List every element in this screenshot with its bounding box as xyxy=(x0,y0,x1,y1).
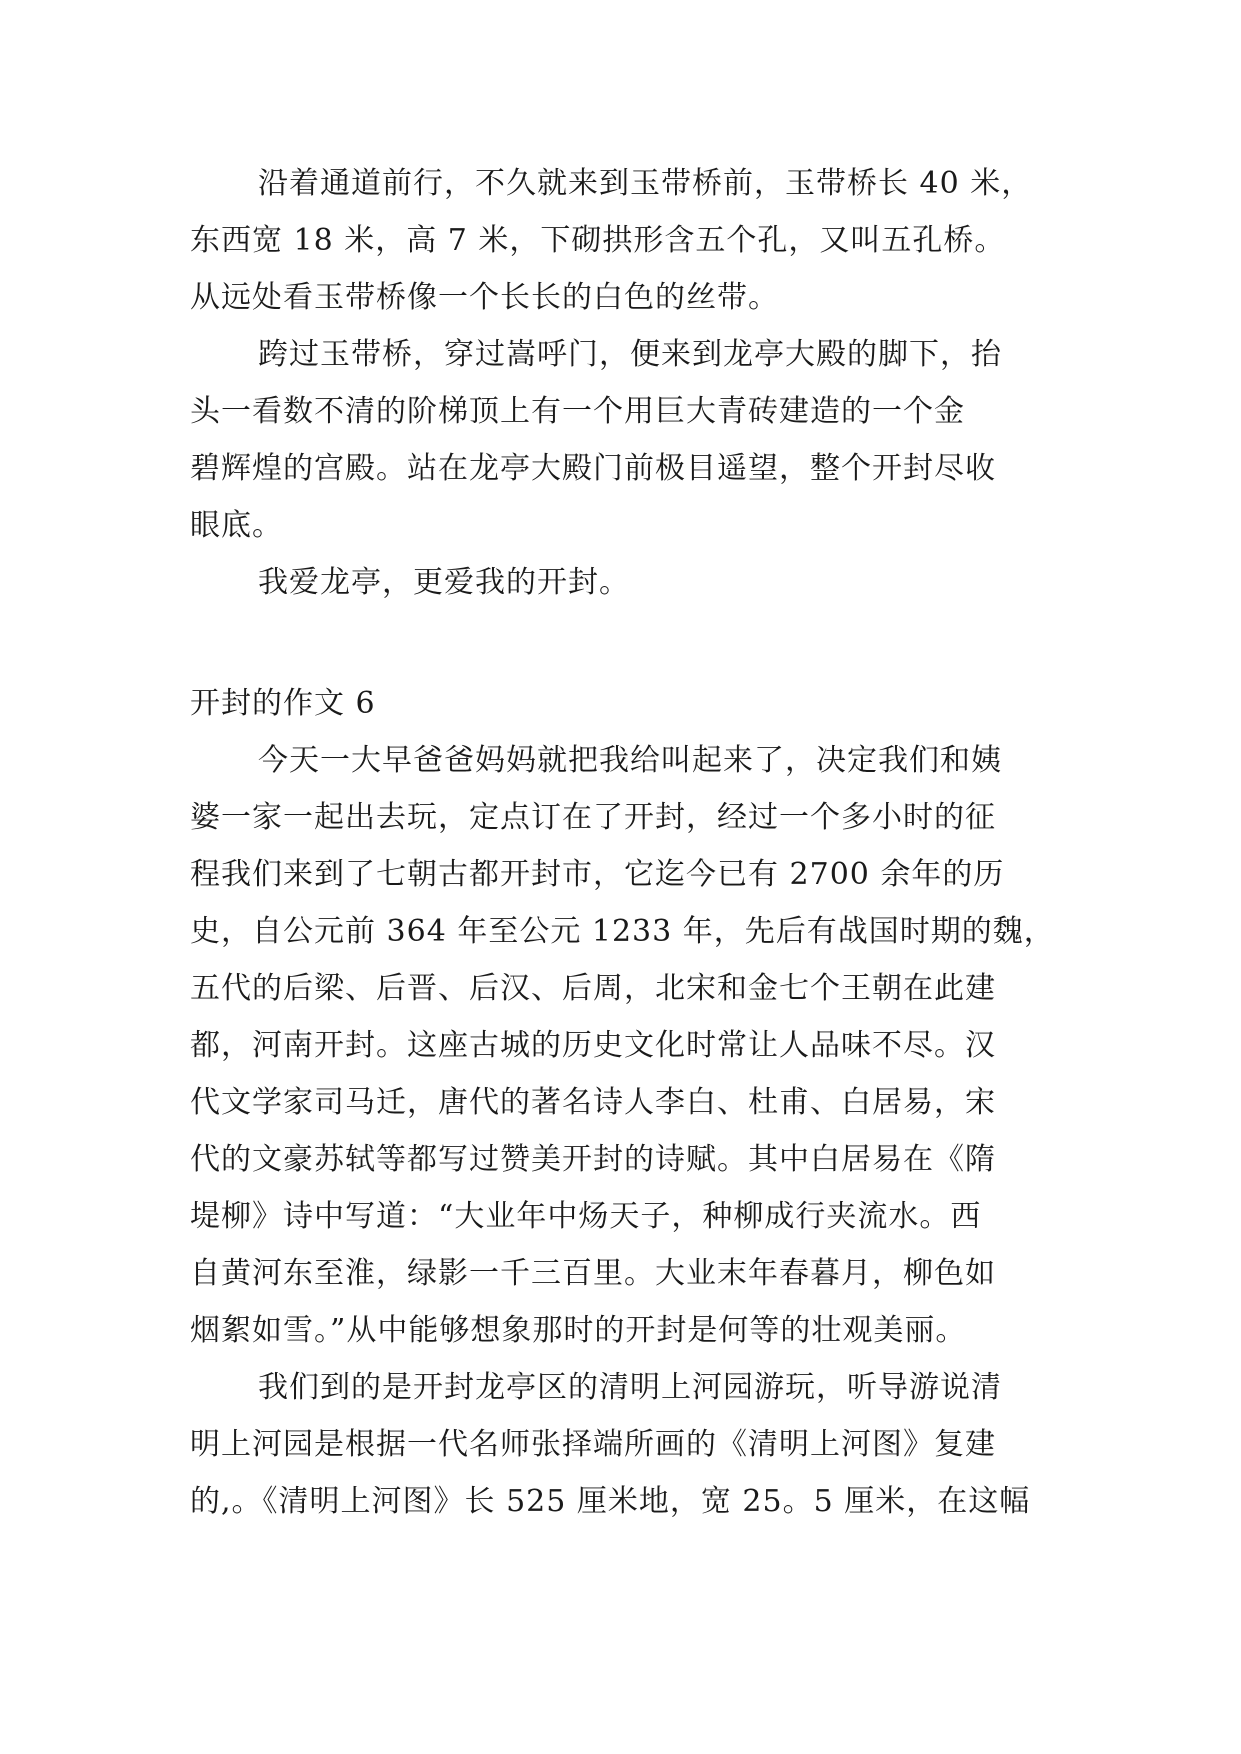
text-line: 从远处看玉带桥像一个长长的白色的丝带。 xyxy=(190,280,779,315)
section-title: 开封的作文 6 xyxy=(190,686,376,721)
text-line: 眼底。 xyxy=(190,508,283,543)
text-line: 史，自公元前 364 年至公元 1233 年，先后有战国时期的魏， xyxy=(190,914,1055,949)
text-line: 头一看数不清的阶梯顶上有一个用巨大青砖建造的一个金 xyxy=(190,394,965,429)
text-line: 明上河园是根据一代名师张择端所画的《清明上河图》复建 xyxy=(190,1427,996,1462)
text-line: 沿着通道前行，不久就来到玉带桥前，玉带桥长 40 米， xyxy=(258,166,1033,201)
text-line: 东西宽 18 米，高 7 米，下砌拱形含五个孔，又叫五孔桥。 xyxy=(190,223,1006,258)
text-line: 都，河南开封。这座古城的历史文化时常让人品味不尽。汉 xyxy=(190,1028,996,1063)
text-line: 的,。《清明上河图》长 525 厘米地，宽 25。5 厘米，在这幅 xyxy=(190,1484,1031,1519)
text-line: 自黄河东至淮，绿影一千三百里。大业末年春暮月，柳色如 xyxy=(190,1256,996,1291)
text-line: 程我们来到了七朝古都开封市，它迄今已有 2700 余年的历 xyxy=(190,857,1005,892)
text-line: 跨过玉带桥，穿过嵩呼门，便来到龙亭大殿的脚下，抬 xyxy=(258,337,1002,372)
text-line: 我们到的是开封龙亭区的清明上河园游玩，听导游说清 xyxy=(258,1370,1002,1405)
text-line: 烟絮如雪。”从中能够想象那时的开封是何等的壮观美丽。 xyxy=(190,1313,967,1348)
text-line: 代的文豪苏轼等都写过赞美开封的诗赋。其中白居易在《隋 xyxy=(190,1142,996,1177)
text-line: 代文学家司马迁，唐代的著名诗人李白、杜甫、白居易，宋 xyxy=(190,1085,996,1120)
text-line: 我爱龙亭，更爱我的开封。 xyxy=(258,565,630,600)
text-line: 今天一大早爸爸妈妈就把我给叫起来了，决定我们和姨 xyxy=(258,743,1002,778)
text-line: 五代的后梁、后晋、后汉、后周，北宋和金七个王朝在此建 xyxy=(190,971,996,1006)
text-line: 碧辉煌的宫殿。站在龙亭大殿门前极目遥望，整个开封尽收 xyxy=(190,451,996,486)
text-line: 堤柳》诗中写道：“大业年中炀天子，种柳成行夹流水。西 xyxy=(190,1199,982,1234)
text-line: 婆一家一起出去玩，定点订在了开封，经过一个多小时的征 xyxy=(190,800,996,835)
